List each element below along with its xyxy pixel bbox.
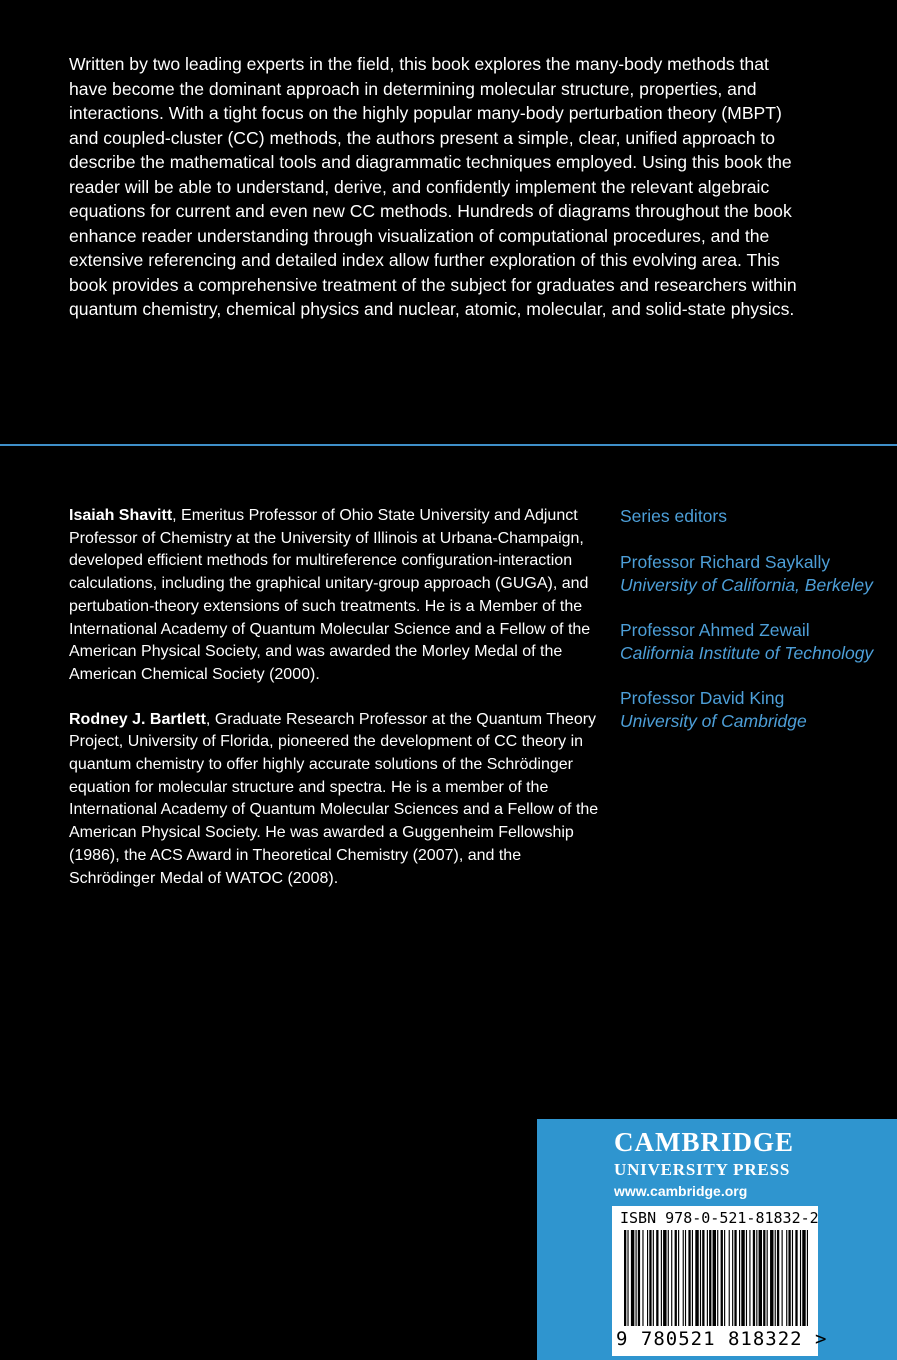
barcode-bar [729,1230,730,1326]
barcode-bar [707,1230,708,1326]
author-bio-text: , Emeritus Professor of Ohio State University and Adjunct Professor of Chemistry at the University of Illinois at Urbana-Champaign, developed efficient methods for multireference configuration-interaction calculations, including the graphical unitary-group approach (GUGA), and pertubation-theory extensions of such treatments. He is a Member of the International Academy of Quantum Molecular Science and a Fellow of the American Physical Society, and was awarded the Morley Medal of the American Chemical Society (2000). [69,507,591,683]
author-bios [69,505,599,912]
book-description: Written by two leading experts in the field, this book explores the many-body methods that have become the dominant approach in determining molecular structure, properties, and interactions. With a tight focus on the highly popular many-body perturbation theory (MBPT) and coupled-cluster (CC) methods, the authors present a simple, clear, unified approach to describe the mathematical tools and diagrammatic techniques employed. Using this book the reader will be able to understand, derive, and confidently implement the relevant algebraic equations for current and even new CC methods. Hundreds of diagrams throughout the book enhance reader understanding through visualization of computational procedures, and the extensive referencing and detailed index allow further exploration of this evolving area. This book provides a comprehensive treatment of the subject for graduates and researchers within quantum chemistry, chemical physics and nuclear, atomic, molecular, and solid-state physics. [69,54,797,319]
author-name: Rodney J. Bartlett [69,710,206,728]
barcode-bar [700,1230,701,1326]
author-name: Isaiah Shavitt [69,507,173,524]
barcode-bar [653,1230,654,1326]
ean-digits: 9 780521 818322 > [616,1328,828,1350]
barcode-bar [775,1230,776,1326]
barcode-bar [734,1230,736,1326]
editor-affiliation: University of California, Berkeley [620,575,873,595]
barcode-bar [795,1230,797,1326]
barcode-bar [638,1230,640,1326]
series-editors-title: Series editors [620,506,727,526]
barcode-bar [675,1230,677,1326]
barcode-bar [702,1230,704,1326]
barcode-bar [759,1230,762,1326]
barcode-bar [753,1230,755,1326]
barcode-bar [767,1230,768,1326]
barcode-bar [763,1230,765,1326]
editor-affiliation: California Institute of Technology [620,643,874,663]
barcode-bar [656,1230,658,1326]
barcode-bar [688,1230,690,1326]
barcode-bar [627,1230,628,1326]
editor-saykally [620,551,890,597]
publisher-url: www.cambridge.org [614,1183,748,1199]
editor-affiliation: University of Cambridge [620,711,807,731]
editor-zewail [620,619,890,665]
barcode-bar [636,1230,637,1326]
barcode-bar [695,1230,698,1326]
barcode-panel [612,1206,828,1356]
author-bio-shavitt [69,505,599,687]
barcode-bar [647,1230,648,1326]
editor-name: Professor Richard Saykally [620,552,831,572]
barcode-bar [668,1230,669,1326]
barcode-bar [792,1230,793,1326]
barcode-bar [661,1230,662,1326]
barcode-bar [777,1230,779,1326]
publisher-logo-name: CAMBRIDGE [614,1127,795,1157]
barcode-bar [713,1230,716,1326]
barcode-bar [782,1230,783,1326]
barcode-bar [683,1230,684,1326]
barcode-bar [671,1230,672,1326]
barcode-bar [717,1230,718,1326]
barcode-bar [788,1230,790,1326]
barcode-bar [786,1230,787,1326]
barcode-bar [746,1230,747,1326]
series-editors [620,505,890,755]
barcode-bar [756,1230,757,1326]
barcode-bar [807,1230,808,1326]
barcode-bar [649,1230,651,1326]
editor-name: Professor David King [620,688,785,708]
barcode-bar [624,1230,626,1326]
barcode-bar [739,1230,740,1326]
publisher-box [537,1119,897,1360]
barcode-bar [692,1230,693,1326]
isbn-label: ISBN 978-0-521-81832-2 [620,1209,819,1227]
author-bio-text: , Graduate Research Professor at the Quantum Theory Project, University of Florida, pioneered the development of CC theory in quantum chemistry to offer highly accurate solutions of the Schrödinger equation for molecular structure and spectra. He is a member of the International Academy of Quantum Molecular Sciences and a Fellow of the American Physical Society. He was awarded a Guggenheim Fellowship (1986), the ACS Award in Theoretical Chemistry (2007), and the Schrödinger Medal of WATOC (2008). [69,710,599,887]
barcode-bar [642,1230,643,1326]
barcode-bar [741,1230,744,1326]
barcode-bar [663,1230,666,1326]
barcode-bar [802,1230,805,1326]
barcode-bar [770,1230,773,1326]
editor-king [620,687,890,733]
editor-name: Professor Ahmed Zewail [620,620,810,640]
barcode-bar [732,1230,733,1326]
barcode-bar [678,1230,679,1326]
barcode-bar [721,1230,723,1326]
section-divider [0,444,897,446]
barcode-bar [749,1230,750,1326]
barcode-bar [631,1230,634,1326]
author-bio-bartlett [69,709,599,891]
barcode-bar [685,1230,686,1326]
barcode-bar [800,1230,801,1326]
barcode-bar [724,1230,725,1326]
publisher-logo-press: UNIVERSITY PRESS [614,1160,791,1179]
barcode-bar [709,1230,711,1326]
